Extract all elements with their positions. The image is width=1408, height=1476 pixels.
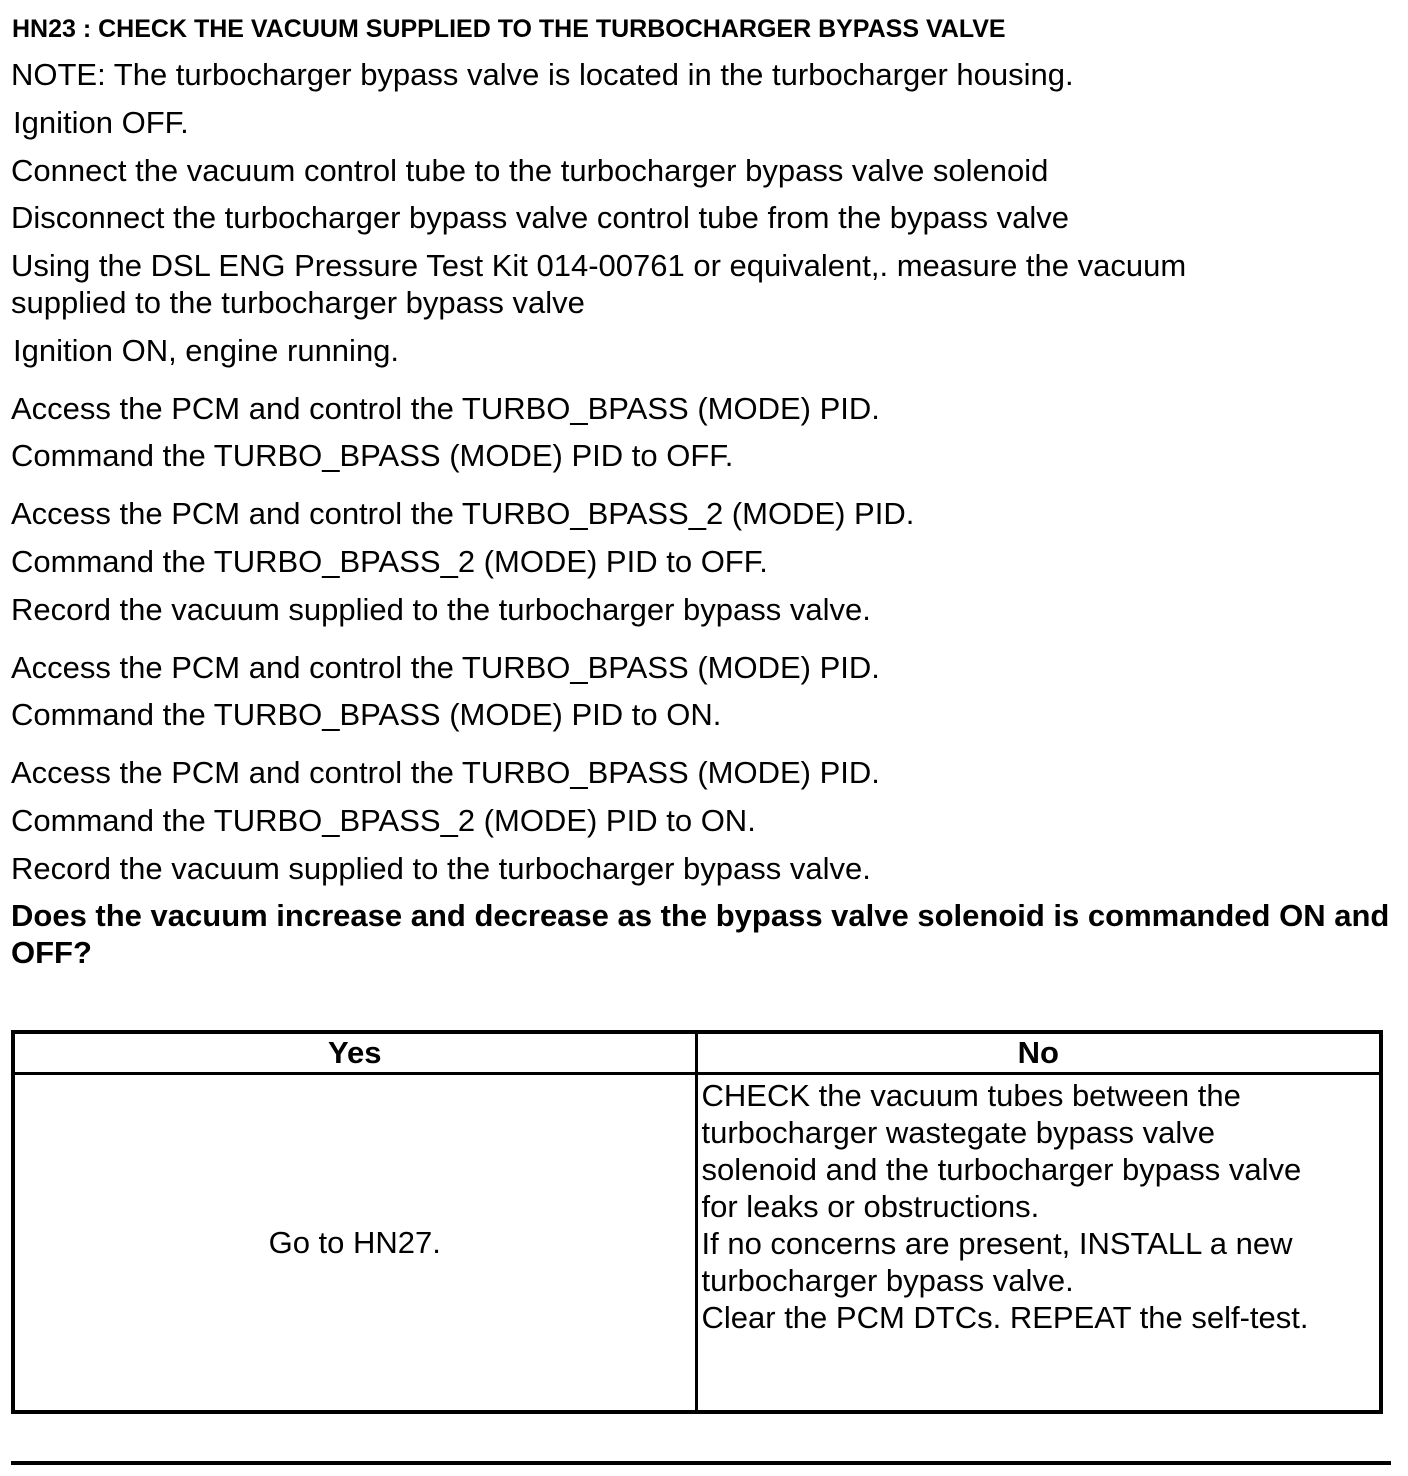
yes-no-table	[11, 1030, 1383, 1414]
no-action	[696, 1074, 1381, 1413]
no-action-line: solenoid and the turbocharger bypass valve	[701, 1152, 1302, 1187]
step-line: Using the DSL ENG Pressure Test Kit 014-00761 or equivalent,. measure the vacuum	[11, 248, 1187, 283]
step-line: Command the TURBO_BPASS (MODE) PID to OFF.	[11, 438, 734, 473]
step-line: Access the PCM and control the TURBO_BPASS (MODE) PID.	[11, 755, 880, 790]
no-action-line: If no concerns are present, INSTALL a new	[701, 1226, 1293, 1261]
step-line: Record the vacuum supplied to the turbocharger bypass valve.	[11, 851, 871, 886]
table-header-row	[13, 1032, 1381, 1074]
table-row	[13, 1074, 1381, 1413]
step-line: Disconnect the turbocharger bypass valve control tube from the bypass valve	[11, 200, 1069, 235]
yes-header: Yes	[13, 1032, 696, 1074]
step-line: Access the PCM and control the TURBO_BPASS (MODE) PID.	[11, 391, 880, 426]
no-action-line: CHECK the vacuum tubes between the	[701, 1078, 1241, 1113]
step-line: Command the TURBO_BPASS_2 (MODE) PID to ON.	[11, 803, 756, 838]
note-line: NOTE: The turbocharger bypass valve is located in the turbocharger housing.	[11, 57, 1074, 92]
no-header: No	[696, 1032, 1381, 1074]
step-line: Connect the vacuum control tube to the turbocharger bypass valve solenoid	[11, 153, 1049, 188]
no-action-line: turbocharger wastegate bypass valve	[701, 1115, 1216, 1150]
no-action-line: for leaks or obstructions.	[701, 1189, 1040, 1224]
step-line: Access the PCM and control the TURBO_BPASS_2 (MODE) PID.	[11, 496, 915, 531]
page-divider	[11, 1461, 1391, 1465]
step-line-continued: supplied to the turbocharger bypass valve	[11, 285, 585, 320]
yes-action: Go to HN27.	[13, 1074, 696, 1413]
step-line: Command the TURBO_BPASS (MODE) PID to ON.	[11, 697, 722, 732]
page-title: HN23 : CHECK THE VACUUM SUPPLIED TO THE TURBOCHARGER BYPASS VALVE	[12, 15, 1006, 43]
step-line: Command the TURBO_BPASS_2 (MODE) PID to OFF.	[11, 544, 768, 579]
step-line: Record the vacuum supplied to the turbocharger bypass valve.	[11, 592, 871, 627]
no-action-line: turbocharger bypass valve.	[701, 1263, 1074, 1298]
no-action-line: Clear the PCM DTCs. REPEAT the self-test.	[701, 1300, 1309, 1335]
step-line: Ignition OFF.	[13, 105, 189, 140]
step-line: Access the PCM and control the TURBO_BPASS (MODE) PID.	[11, 650, 880, 685]
step-line: Ignition ON, engine running.	[13, 333, 400, 368]
diagnostic-question: Does the vacuum increase and decrease as the bypass valve solenoid is commanded ON and OFF?	[11, 898, 1390, 970]
